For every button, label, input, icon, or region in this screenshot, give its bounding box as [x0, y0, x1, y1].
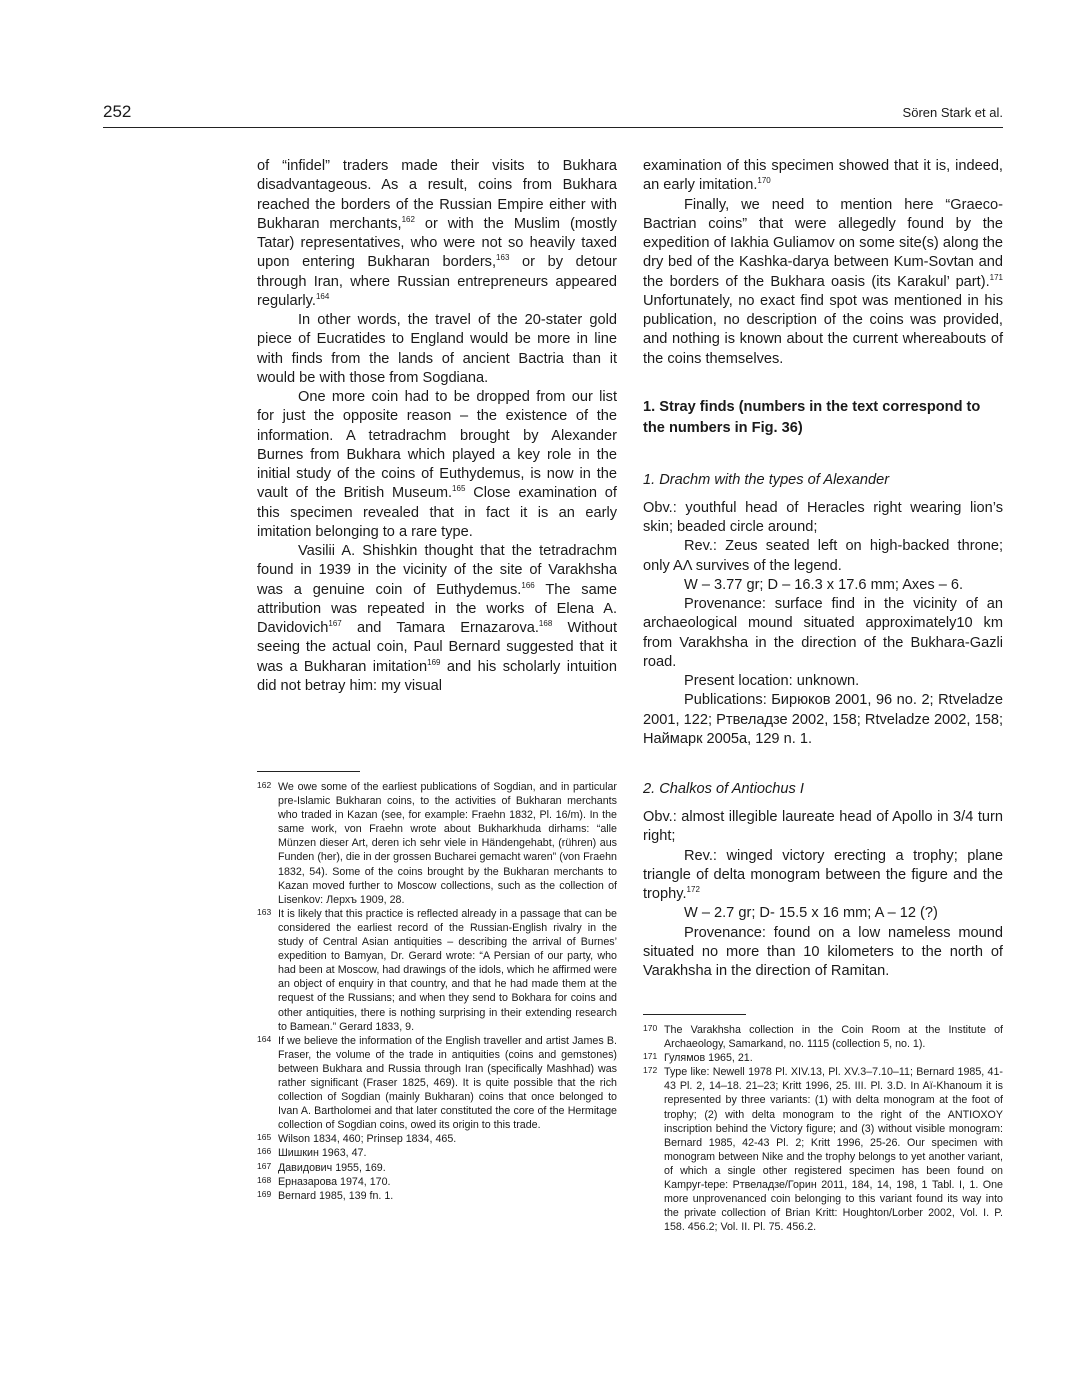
footnote: 164 If we believe the information of the English traveller and artist James B. Fraser, the volume of the trade in antiquities (coins and gemstones) between Bukhara and Russia through Iran (specifically Mashhad) was rather significant (Fraser 1825, 469). It is quite possible that the rich collection of Sogdian (mainly Bukharan) coins that once belonged to Ivan A. Bartholomei and that later constituted the core of the Hermitage collection of Sogdian coins, owed its origin to this trade. — [257, 1033, 617, 1132]
entry-line: W – 3.77 gr; D – 16.3 x 17.6 mm; Axes – 6. — [684, 576, 964, 593]
entry-title: 2. Chalkos of Antiochus I — [643, 781, 804, 797]
paragraph: Vasilii A. Shishkin thought that the tetradrachm found in 1939 in the vicinity of the site of Varakhsha was a genuine coin of Euthydemus.$^{166}$ The same attribution was repeated in the works of Elena A. Davidovich$^{167}$ and Tamara Ernazarova.$^{168}$ Without seeing the actual coin, Paul Bernard suggested that it was a Bukharan imitation$^{169}$ and his scholarly intuition did not betray him: my visual — [257, 543, 618, 694]
paragraph: One more coin had to be dropped from our list for just the opposite reason – the existence of the information. A tetradrachm brought by Alexander Burnes from Bukhara which played a key role in the initial study of the coins of Euthydemus, is now in the vault of the British Museum.$^{165}$ Close examination of this specimen revealed that in fact it is an early imitation belonging to a rare type. — [257, 389, 617, 540]
entry-line: Rev.: winged victory erecting a trophy; plane triangle of delta monogram between the figure and the trophy.$^{172}$ — [643, 847, 1003, 902]
footnote: 168 Ерназарова 1974, 170. — [257, 1174, 391, 1188]
entry-line: Present location: unknown. — [684, 673, 860, 689]
page-number: 252 — [103, 102, 132, 121]
footnote: 170 The Varakhsha collection in the Coin Room at the Institute of Archaeology, Samarkand, no. 1115 (collection 5, no. 1). — [643, 1023, 1003, 1051]
section-heading: 1. Stray finds (numbers in the text correspond to the numbers in Fig. 36) — [643, 398, 981, 436]
entry-line: Publications: Бирюков 2001, 96 no. 2; Rtveladze 2001, 122; Ртвеладзе 2002, 158; Rtveladze 2002, 158; Наймарк 2005а, 129 n. 1. — [643, 692, 1003, 747]
right-column-body — [643, 157, 1003, 981]
footnote: 166 Шишкин 1963, 47. — [257, 1146, 367, 1160]
paragraph: of “infidel” traders made their visits to Bukhara disadvantageous. As a result, coins from Bukhara reached the borders of the Russian Empire either with Bukharan merchants,$^{162}$ or with the Muslim (mostly Tatar) representatives, who were not so heavily taxed upon entering Bukharan borders,$^{163}$ or by detour through Iran, where Russian entrepreneurs appeared regularly.$^{164}$ — [257, 158, 617, 309]
footnote: 169 Bernard 1985, 139 fn. 1. — [257, 1188, 394, 1202]
entry-line: Rev.: Zeus seated left on high-backed throne; only AΛ survives of the legend. — [643, 538, 1003, 574]
entry-line: Obv.: almost illegible laureate head of Apollo in 3/4 turn right; — [643, 809, 1003, 845]
right-footnotes — [643, 1014, 1003, 1234]
footnote: 163 It is likely that this practice is reflected already in a passage that can be considered the earliest record of the Russian-English rivalry in the study of Central Asian antiquities – describing the arrival of Burnes’ expedition to Bamyan, Dr. Gerard wrote: “A Persian of our party, who had been at Moscow, had drawings of the idols, which he affirmed were an object of enquiry in that country, and that he had made them at the request of the Russians; and when they send to Bokhara for coins and other antiquities, there is nothing surprising in their extending research to Bamean.” Gerard 1833, 9. — [257, 906, 617, 1033]
paragraph: Finally, we need to mention here “Graeco-Bactrian coins” that were allegedly found by the expedition of Iakhia Guliamov on some site(s) along the dry bed of the Kashka-darya between Kum-Sovtan and the borders of the Bukhara oasis (its Karakul’ part).$^{171}$ Unfortunately, no exact find spot was mentioned in his publication, no description of the coins was provided, and nothing is known about the current whereabouts of the coins themselves. — [643, 196, 1003, 367]
paragraph: examination of this specimen showed that it is, indeed, an early imitation.$^{170}$ — [643, 158, 1003, 194]
footnote: 165 Wilson 1834, 460; Prinsep 1834, 465. — [257, 1132, 457, 1146]
running-head — [103, 100, 1003, 128]
footnote: 162 We owe some of the earliest publications of Sogdian, and in particular pre-Islamic Bukharan coins, to the activities of Bukharan merchants who traded in Kazan (see, for example: Fraehn 1832, Pl. 16/m). In the same work, von Fraehn wrote about Bukharkhuda dirhams: “alle Münzen dieser Art, deren ich sehr viele in Händengehabt, (rühren) aus Funden (her), die in der grossen Bucharei gemacht waren” (von Fraehn 1832, 54). Some of the coins brought by the Bukharan merchants to Kazan moved further to Moscow collections, such as the collection of Lisenkov: Лерхъ 1909, 28. — [257, 780, 617, 906]
running-author: Sören Stark et al. — [902, 105, 1003, 120]
footnote: 171 Гулямов 1965, 21. — [643, 1051, 753, 1065]
entry-line: Provenance: found on a low nameless mound situated no more than 10 kilometers to the north of Varakhsha in the direction of Ramitan. — [643, 924, 1003, 979]
footnote: 172 Type like: Newell 1978 Pl. XIV.13, Pl. XV.3–7.10–11; Bernard 1985, 41-43 Pl. 2, 14–18. 21–23; Kritt 1996, 25. III. Pl. 3.D. In Aï-Khanoum it is represented by three variants: (1) with delta monogram at the foot of trophy; (2) with delta monogram to the right of the ANTIOXOY inscription behind the Victory figure; and (3) without visible monogram: Bernard 1985, 42-43 Pl. 2; Kritt 1996, 25-26. Our specimen with monogram between Nike and the trophy belongs to yet another variant, of which a single other registered specimen has been found on Kampyr-tepe: Ртвеладзе/Горин 2011, 184, 14, 198, 1 Tabl. I, 1. One more unprovenanced coin belonging to this variant found its way into the private collection of Brian Kritt: Houghton/Lorber 2002, Vol. I. P. 158. 456.2; Vol. II. Pl. 75. 456.2. — [643, 1065, 1003, 1234]
left-footnotes — [257, 771, 617, 1203]
footnote: 167 Давидович 1955, 169. — [257, 1160, 386, 1174]
paragraph: In other words, the travel of the 20-stater gold piece of Eucratides to England would be more in line with finds from the lands of ancient Bactria than it would be with those from Sogdiana. — [257, 312, 617, 386]
entry-title: 1. Drachm with the types of Alexander — [643, 471, 890, 488]
left-column-body — [257, 157, 617, 696]
entry-line: W – 2.7 gr; D- 15.5 x 16 mm; A – 12 (?) — [684, 905, 938, 922]
entry-line: Provenance: surface find in the vicinity of an archaeological mound situated approximately10 km from Varakhsha in the direction of the Bukhara-Gazli road. — [643, 596, 1003, 670]
entry-line: Obv.: youthful head of Heracles right wearing lion’s skin; beaded circle around; — [643, 499, 1003, 535]
